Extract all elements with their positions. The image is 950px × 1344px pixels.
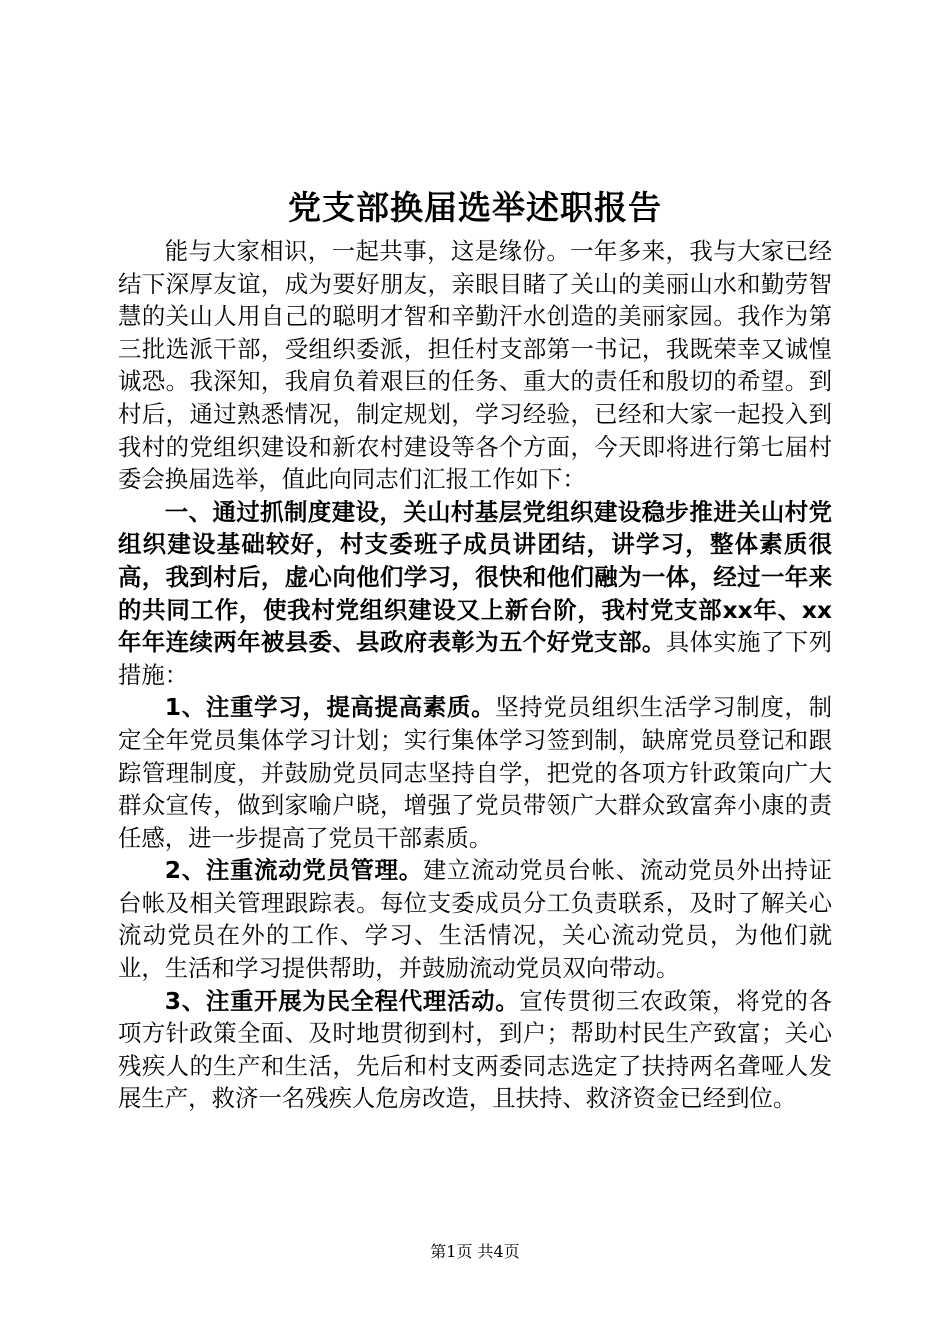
item-3-paragraph xyxy=(118,985,832,1115)
document-page xyxy=(118,0,832,1344)
item-1-text: 坚持党员组织生活学习制度，制定全年党员集体学习计划；实行集体学习签到制，缺席党员登记和跟踪管理制度，并鼓励党员同志坚持自学，把党的各项方针政策向广大群众宣传，做到家喻户晓，增强了党员带领广大群众致富奔小康的责任感，进一步提高了党员干部素质。 xyxy=(118,693,832,852)
document-title: 党支部换届选举述职报告 xyxy=(288,188,662,227)
item-1-paragraph xyxy=(118,691,832,854)
section-1-paragraph xyxy=(118,496,832,692)
section-1-heading: 一、通过抓制度建设，关山村基层党组织建设稳步推进关山村党组织建设基础较好，村支委班子成员讲团结，讲学习，整体素质很高，我到村后，虚心向他们学习，很快和他们融为一体，经过一年来的共同工作，使我村党组织建设又上新台阶，我村党支部xx年、xx年年连续两年被县委、县政府表彰为五个好党支部。 xyxy=(118,497,832,657)
document-body xyxy=(118,235,832,1115)
intro-paragraph: 能与大家相识，一起共事，这是缘份。一年多来，我与大家已经结下深厚友谊，成为要好朋友，亲眼目睹了关山的美丽山水和勤劳智慧的关山人用自己的聪明才智和辛勤汗水创造的美丽家园。我作为第三批选派干部，受组织委派，担任村支部第一书记，我既荣幸又诚惶诚恐。我深知，我肩负着艰巨的任务、重大的责任和殷切的希望。到村后，通过熟悉情况，制定规划，学习经验，已经和大家一起投入到我村的党组织建设和新农村建设等各个方面，今天即将进行第七届村委会换届选举，值此向同志们汇报工作如下： xyxy=(118,237,832,494)
section-1-text: 具体实施了下列措施： xyxy=(118,628,833,689)
item-3-text: 宣传贯彻三农政策，将党的各项方针政策全面、及时地贯彻到村，到户；帮助村民生产致富；关心残疾人的生产和生活，先后和村支两委同志选定了扶持两名聋哑人发展生产，救济一名残疾人危房改造，且扶持、救济资金已经到位。 xyxy=(118,986,833,1113)
item-2-text: 建立流动党员台帐、流动党员外出持证台帐及相关管理跟踪表。每位支委成员分工负责联系，及时了解关心流动党员在外的工作、学习、生活情况，关心流动党员，为他们就业，生活和学习提供帮助，并鼓励流动党员双向带动。 xyxy=(118,856,832,983)
item-3-heading: 3、注重开展为民全程代理活动。 xyxy=(164,986,520,1015)
page-number-footer: 第1页 共4页 xyxy=(430,1242,520,1261)
item-1-heading: 1、注重学习，提高提高素质。 xyxy=(164,693,496,722)
item-2-paragraph xyxy=(118,854,832,984)
item-2-heading: 2、注重流动党员管理。 xyxy=(164,856,423,885)
